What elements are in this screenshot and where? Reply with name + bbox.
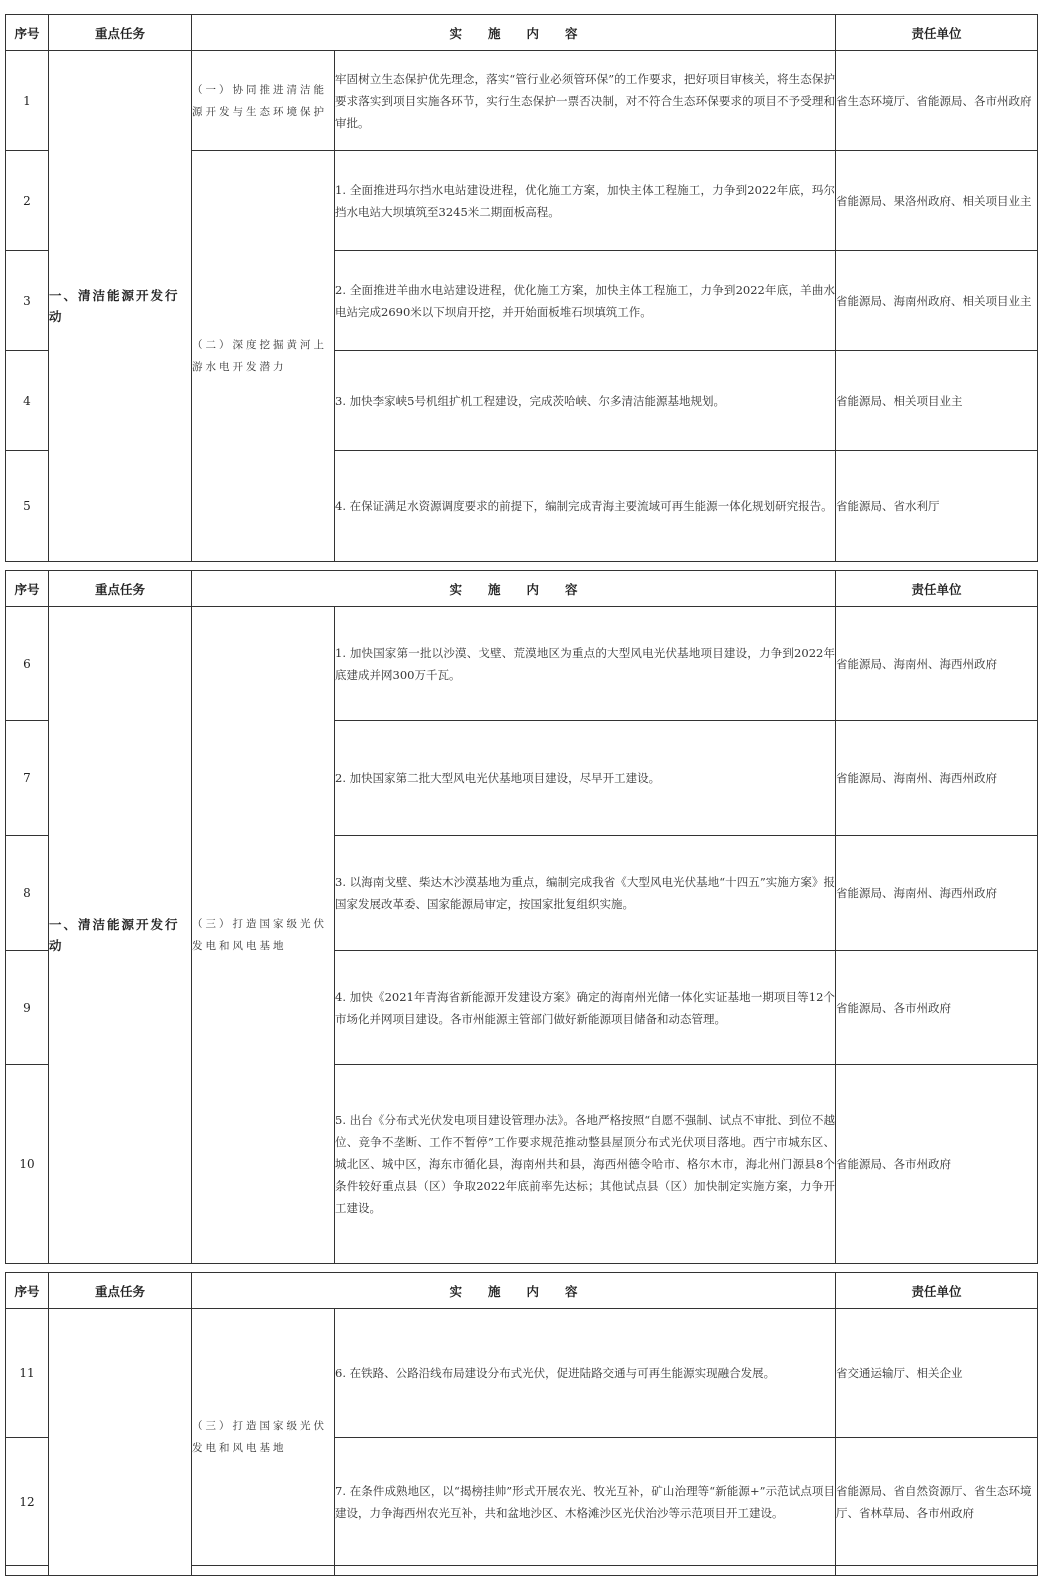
table-header-row	[6, 15, 1038, 51]
table-section-1	[5, 14, 1038, 562]
header-unit: 责任单位	[836, 15, 1038, 51]
table-row	[6, 607, 1038, 721]
row-num-cut	[6, 1566, 49, 1576]
header-task: 重点任务	[49, 15, 192, 51]
header-num: 序号	[6, 1273, 49, 1309]
row-content: 3. 以海南戈壁、柴达木沙漠基地为重点，编制完成我省《大型风电光伏基地“十四五”实施方案》报国家发展改革委、国家能源局审定，按国家批复组织实施。	[335, 836, 836, 951]
subtask-label: （一）协同推进清洁能源开发与生态环境保护	[192, 51, 335, 151]
row-num: 4	[6, 351, 49, 451]
row-unit: 省能源局、省自然资源厅、省生态环境厅、省林草局、各市州政府	[836, 1438, 1038, 1566]
row-unit: 省能源局、海南州、海西州政府	[836, 836, 1038, 951]
table-row	[6, 1309, 1038, 1438]
row-unit: 省能源局、海南州政府、相关项目业主	[836, 251, 1038, 351]
task-label: 一、清洁能源开发行动	[49, 607, 192, 1264]
header-impl: 实施内容	[192, 15, 836, 51]
row-num: 10	[6, 1065, 49, 1264]
row-num: 1	[6, 51, 49, 151]
row-unit: 省生态环境厅、省能源局、各市州政府	[836, 51, 1038, 151]
unit-cut	[836, 1566, 1038, 1576]
row-unit: 省能源局、相关项目业主	[836, 351, 1038, 451]
header-task: 重点任务	[49, 1273, 192, 1309]
row-content: 7. 在条件成熟地区，以“揭榜挂帅”形式开展农光、牧光互补，矿山治理等“新能源+”示范试点项目建设，力争海西州农光互补，共和盆地沙区、木格滩沙区光伏治沙等示范项目开工建设。	[335, 1438, 836, 1566]
task-cell-continued	[49, 1309, 192, 1576]
header-impl: 实施内容	[192, 1273, 836, 1309]
row-unit: 省能源局、海南州、海西州政府	[836, 721, 1038, 836]
row-num: 8	[6, 836, 49, 951]
content-cut	[335, 1566, 836, 1576]
table-section-2	[5, 570, 1038, 1264]
table-section-3	[5, 1272, 1038, 1576]
subtask-label: （三）打造国家级光伏发电和风电基地	[192, 607, 335, 1264]
row-unit: 省交通运输厅、相关企业	[836, 1309, 1038, 1438]
row-content: 1. 全面推进玛尔挡水电站建设进程，优化施工方案，加快主体工程施工，力争到2022年底，玛尔挡水电站大坝填筑至3245米二期面板高程。	[335, 151, 836, 251]
row-content: 4. 加快《2021年青海省新能源开发建设方案》确定的海南州光储一体化实证基地一期项目等12个市场化并网项目建设。各市州能源主管部门做好新能源项目储备和动态管理。	[335, 951, 836, 1065]
row-content: 牢固树立生态保护优先理念，落实“管行业必须管环保”的工作要求，把好项目审核关，将生态保护要求落实到项目实施各环节，实行生态保护一票否决制，对不符合生态环保要求的项目不予受理和审批。	[335, 51, 836, 151]
row-unit: 省能源局、果洛州政府、相关项目业主	[836, 151, 1038, 251]
row-num: 2	[6, 151, 49, 251]
header-task: 重点任务	[49, 571, 192, 607]
header-impl: 实施内容	[192, 571, 836, 607]
task-label: 一、清洁能源开发行动	[49, 51, 192, 562]
row-content: 5. 出台《分布式光伏发电项目建设管理办法》。各地严格按照“自愿不强制、试点不审批、到位不越位、竞争不垄断、工作不暂停”工作要求规范推动整县屋顶分布式光伏项目落地。西宁市城东区、城北区、城中区，海东市循化县，海南州共和县，海西州德令哈市、格尔木市，海北州门源县8个条件较好重点县（区）争取2022年底前率先达标；其他试点县（区）加快制定实施方案，力争开工建设。	[335, 1065, 836, 1264]
row-content: 1. 加快国家第一批以沙漠、戈壁、荒漠地区为重点的大型风电光伏基地项目建设，力争到2022年底建成并网300万千瓦。	[335, 607, 836, 721]
subtask-label: （三）打造国家级光伏发电和风电基地	[192, 1309, 335, 1566]
row-content: 3. 加快李家峡5号机组扩机工程建设，完成茨哈峡、尔多清洁能源基地规划。	[335, 351, 836, 451]
row-unit: 省能源局、各市州政府	[836, 951, 1038, 1065]
row-num: 3	[6, 251, 49, 351]
row-content: 4. 在保证满足水资源调度要求的前提下，编制完成青海主要流域可再生能源一体化规划研究报告。	[335, 451, 836, 562]
header-unit: 责任单位	[836, 1273, 1038, 1309]
row-unit: 省能源局、海南州、海西州政府	[836, 607, 1038, 721]
row-num: 7	[6, 721, 49, 836]
table-header-row	[6, 1273, 1038, 1309]
row-num: 5	[6, 451, 49, 562]
row-content: 2. 全面推进羊曲水电站建设进程，优化施工方案，加快主体工程施工，力争到2022年底，羊曲水电站完成2690米以下坝肩开挖，并开始面板堆石坝填筑工作。	[335, 251, 836, 351]
table-header-row	[6, 571, 1038, 607]
header-num: 序号	[6, 571, 49, 607]
row-unit: 省能源局、各市州政府	[836, 1065, 1038, 1264]
row-num: 11	[6, 1309, 49, 1438]
row-num: 9	[6, 951, 49, 1065]
row-num: 12	[6, 1438, 49, 1566]
subtask-cut	[192, 1566, 335, 1576]
row-content: 6. 在铁路、公路沿线布局建设分布式光伏，促进陆路交通与可再生能源实现融合发展。	[335, 1309, 836, 1438]
subtask-label: （二）深度挖掘黄河上游水电开发潜力	[192, 151, 335, 562]
row-num: 6	[6, 607, 49, 721]
row-unit: 省能源局、省水利厅	[836, 451, 1038, 562]
row-content: 2. 加快国家第二批大型风电光伏基地项目建设，尽早开工建设。	[335, 721, 836, 836]
header-num: 序号	[6, 15, 49, 51]
header-unit: 责任单位	[836, 571, 1038, 607]
table-row	[6, 51, 1038, 151]
